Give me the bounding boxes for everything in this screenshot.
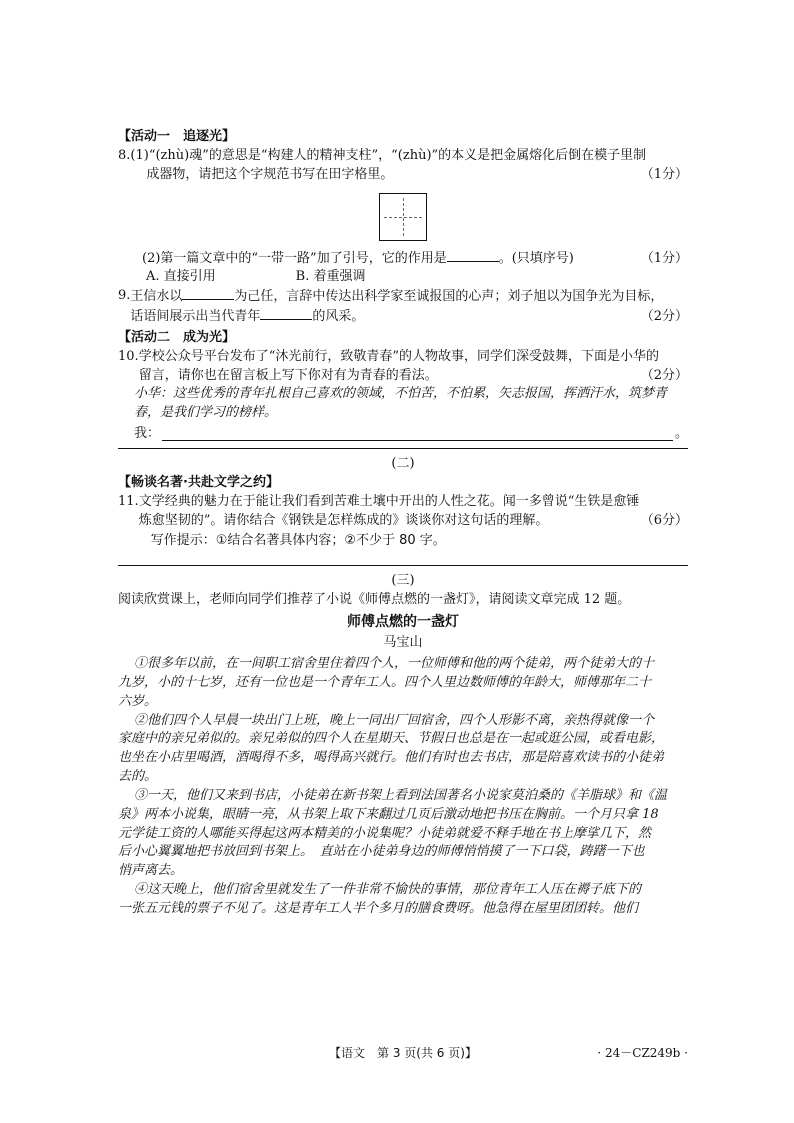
- story-line: 一张五元钱的票子不见了。这是青年工人半个多月的膳食费呀。他急得在屋里团团转。他们: [118, 900, 639, 916]
- story-line: 九岁，小的十七岁，还有一位也是一个青年工人。四个人里边数师傅的年龄大，师傅那年二十: [118, 674, 652, 690]
- q9-text-a: 王信水以: [130, 289, 183, 305]
- tianzige-writing-box[interactable]: [379, 193, 427, 241]
- footer-page-info: 【语文 第 3 页(共 6 页)】: [329, 1046, 477, 1060]
- story-line: 去的。: [118, 769, 158, 785]
- story-line: 悄声离去。: [118, 863, 184, 879]
- q9-blank-1[interactable]: [182, 287, 234, 300]
- story-line: ④这天晚上，他们宿舍里就发生了一件非常不愉快的事情，那位青年工人压在褥子底下的: [134, 882, 642, 898]
- story-author: 马宝山: [383, 635, 423, 651]
- q8-part1-line2: 成器物，请把这个字规范书写在田字格里。: [146, 166, 394, 182]
- my-comment-label: 我：: [134, 426, 161, 442]
- part3-intro: 阅读欣赏课上，老师向同学们推荐了小说《师傅点燃的一盏灯》，请阅读文章完成 12 题。: [118, 592, 631, 608]
- q9-number: 9.: [118, 288, 131, 304]
- my-comment-end: 。: [674, 426, 688, 442]
- q8-part2-points: （1分）: [640, 250, 688, 266]
- q9-text-c: 话语间展示出当代青年: [130, 309, 261, 325]
- q9-blank-2[interactable]: [260, 307, 312, 320]
- q9-text-b: 为己任，言辞中传达出科学家至诚报国的心声；刘子旭以为国争光为目标，: [234, 289, 664, 305]
- xiaohua-comment: [118, 385, 688, 423]
- part3-label: (三): [391, 573, 415, 589]
- story-line: ①很多年以前，在一间职工宿舍里住着四个人，一位师傅和他的两个徒弟，两个徒弟大的十: [134, 656, 655, 672]
- activity1-title: 【活动一 追逐光】: [118, 129, 236, 144]
- story-line: 元学徒工资的人哪能买得起这两本精美的小说集呢？小徒弟就爱不释手地在书上摩挲几下，然: [118, 825, 652, 841]
- q11-line1: 文学经典的魅力在于能让我们看到苦难土壤中开出的人性之花。闻一多曾说“生铁是愈锤: [138, 493, 640, 509]
- story-line: 家庭中的亲兄弟似的。亲兄弟似的四个人在星期天、节假日也总是在一起或逛公园，或看电影，: [118, 731, 665, 747]
- story-line: 泉》两本小说集，眼睛一亮，从书架上取下来翻过几页后激动地把书压在胸前。一个月只拿 18: [118, 806, 659, 822]
- question-8: [118, 147, 688, 185]
- story-line: 后小心翼翼地把书放回到书架上。 直站在小徒弟身边的师傅悄悄摸了一下口袋，踌躇一下也: [118, 844, 645, 860]
- question-11: [118, 493, 688, 552]
- option-a[interactable]: A. 直接引用: [146, 269, 216, 285]
- q8-part2-text: (2)第一篇文章中的“一带一路”加了引号，它的作用是: [142, 250, 447, 266]
- q8-options: [118, 268, 688, 287]
- option-b[interactable]: B. 着重强调: [295, 269, 366, 285]
- q8-part2-tail: 。(只填序号): [498, 250, 574, 266]
- part2-label: (二): [391, 455, 415, 471]
- xiaohua-line2: 春，是我们学习的榜样。: [134, 405, 278, 421]
- q11-number: 11.: [118, 493, 139, 509]
- q8-part1-points: （1分）: [640, 166, 688, 182]
- story-line: ②他们四个人早晨一块出门上班，晚上一同出厂回宿舍，四个人形影不离，亲热得就像一个: [134, 712, 655, 728]
- q10-line1: 学校公众号平台发布了“沐光前行，致敬青春”的人物故事，同学们深受鼓舞，下面是小华的: [138, 348, 659, 364]
- q11-line2: 炼愈坚韧的”。请你结合《钢铁是怎样炼成的》谈谈你对这句话的理解。: [138, 512, 549, 528]
- q8-number: 8.: [118, 147, 131, 163]
- q11-answer-line[interactable]: [118, 565, 688, 566]
- question-9: [118, 287, 688, 327]
- footer-code: · 24－CZ249b ·: [597, 1046, 688, 1060]
- q8-part1-line1: (1)“(zhù)魂”的意思是“构建人的精神支柱”，“(zhù)”的本义是把金属熔化后倒在模子里制: [130, 147, 647, 163]
- story-line: 六岁。: [118, 693, 158, 709]
- q8-answer-blank[interactable]: [447, 249, 499, 262]
- activity2-title: 【活动二 成为光】: [118, 329, 236, 345]
- q10-points: （2分）: [640, 367, 688, 383]
- q9-text-d: 的风采。: [312, 309, 365, 325]
- q10-number: 10.: [118, 348, 139, 364]
- story-line: 也坐在小店里喝酒，酒喝得不多，喝得高兴就行。他们有时也去书店，那是陪喜欢读书的小徒弟: [118, 750, 665, 766]
- q11-points: （6分）: [640, 512, 688, 528]
- story-title: 师傅点燃的一盏灯: [347, 613, 459, 630]
- xiaohua-line1: 小华：这些优秀的青年扎根自己喜欢的领域，不怕苦，不怕累，矢志报国，挥洒汗水，筑梦青: [134, 386, 668, 402]
- exam-page: [118, 128, 688, 919]
- my-comment-input-line[interactable]: [162, 440, 673, 441]
- q9-points: （2分）: [640, 309, 688, 325]
- story-body: [118, 655, 688, 919]
- story-line: ③一天，他们又来到书店，小徒弟在新书架上看到法国著名小说家莫泊桑的《羊脂球》和《温: [134, 787, 668, 803]
- q11-hint: 写作提示：①结合名著具体内容；②不少于 80 字。: [150, 533, 446, 549]
- q10-line2: 留言，请你也在留言板上写下你对有为青春的看法。: [138, 367, 438, 383]
- question-10: [118, 348, 688, 386]
- part2-title: 【畅谈名著·共赴文学之约】: [118, 474, 279, 490]
